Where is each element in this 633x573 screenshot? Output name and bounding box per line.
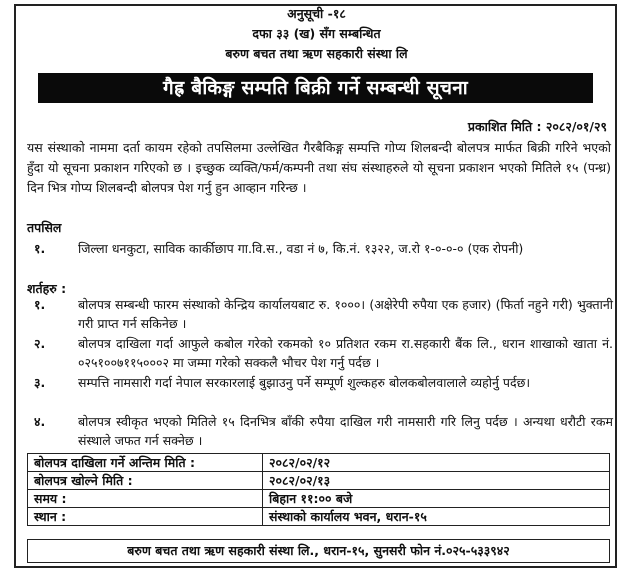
- section-reference: दफा ३३ (ख) सँग सम्बन्धित: [252, 26, 381, 41]
- item-number: १.: [34, 241, 46, 256]
- item-text: बोलपत्र सम्बन्धी फारम संस्थाको केन्द्रिय कार्यालयबाट रु. १०००। (अक्षेरेपी रुपैया एक हजार) (फिर्ता नहुने गरी) भुक्तानी गरी प्राप्त गर्न सकिनेछ ।: [78, 297, 613, 331]
- intro-paragraph: यस संस्थाको नाममा दर्ता कायम रहेको तपसिलमा उल्लेखित गैरबैकिङ्ग सम्पत्ति गोप्य शिलबन्दी बोलपत्र मार्फत बिक्री गरिने भएको हुँदा यो सूचना प्रकाशन गरिएको छ । इच्छुक व्यक्ति/फर्म/कम्पनी तथा संघ संस्थाहरुले यो सूचना प्रकाशन भएको मितिले १५ (पन्ध्र) दिन भित्र गोप्य शिलबन्दी बोलपत्र पेश गर्नु हुन आव्हान गरिन्छ ।: [27, 140, 611, 195]
- item-number: ४.: [34, 414, 46, 429]
- item-text: बोलपत्र दाखिला गर्दा आफुले कबोल गरेको रकमको १० प्रतिशत रकम रा.सहकारी बैंक लि., धरान शाखाको खाता नं. ०२५१००७११५०००२ मा जम्मा गरेको सक्कलै भौचर पेश गर्नु पर्दछ ।: [78, 336, 613, 370]
- row-value: संस्थाको कार्यालय भवन, धरान-१५: [263, 508, 610, 526]
- row-value: २०८२/०२/१२: [263, 454, 610, 472]
- details-label: तपसिल: [27, 220, 62, 235]
- item-text: जिल्ला धनकुटा, साविक कार्कीछाप गा.वि.स., वडा नं ७, कि.नं. १३२२, ज.रो १-०-०-० (एक रोपनी): [78, 241, 524, 256]
- row-key: बोलपत्र खोल्ने मिति :: [28, 472, 263, 490]
- row-key: समय :: [28, 490, 263, 508]
- table-row: [28, 472, 610, 490]
- row-key: बोलपत्र दाखिला गर्ने अन्तिम मिति :: [28, 454, 263, 472]
- bid-info-table: [27, 453, 610, 526]
- notice-title: गैह्र बैकिङ्ग सम्पति बिक्री गर्ने सम्बन्धी सूचना: [38, 73, 593, 103]
- table-row: [28, 508, 610, 526]
- item-number: १.: [34, 297, 46, 312]
- schedule-label: अनुसूची -१८: [287, 6, 346, 21]
- item-number: ३.: [34, 375, 46, 390]
- row-value: बिहान ११:०० बजे: [263, 490, 610, 508]
- item-number: २.: [34, 336, 46, 351]
- row-key: स्थान :: [28, 508, 263, 526]
- item-text: बोलपत्र स्वीकृत भएको मितिले १५ दिनभित्र बाँकी रुपैया दाखिल गरी नामसारी गरि लिनु पर्दछ । अन्यथा धरौटी रकम संस्थाले जफत गर्न सक्नेछ ।: [78, 414, 613, 448]
- row-value: २०८२/०२/१३: [263, 472, 610, 490]
- item-text: सम्पत्ति नामसारी गर्दा नेपाल सरकारलाई बुझाउनु पर्ने सम्पूर्ण शुल्कहरु बोलकबोलवालाले व्यहोर्नु पर्दछ।: [78, 375, 531, 390]
- organization-name: बरुण बचत तथा ऋण सहकारी संस्था लि: [225, 46, 408, 61]
- contact-footer: बरुण बचत तथा ऋण सहकारी संस्था लि., धरान-१५, सुनसरी फोन नं.०२५-५३३९४२: [27, 539, 610, 563]
- published-date: प्रकाशित मिति : २०८२/०१/२९: [467, 119, 607, 134]
- table-row: [28, 490, 610, 508]
- table-row: [28, 454, 610, 472]
- terms-label: शर्तहरु :: [27, 281, 67, 296]
